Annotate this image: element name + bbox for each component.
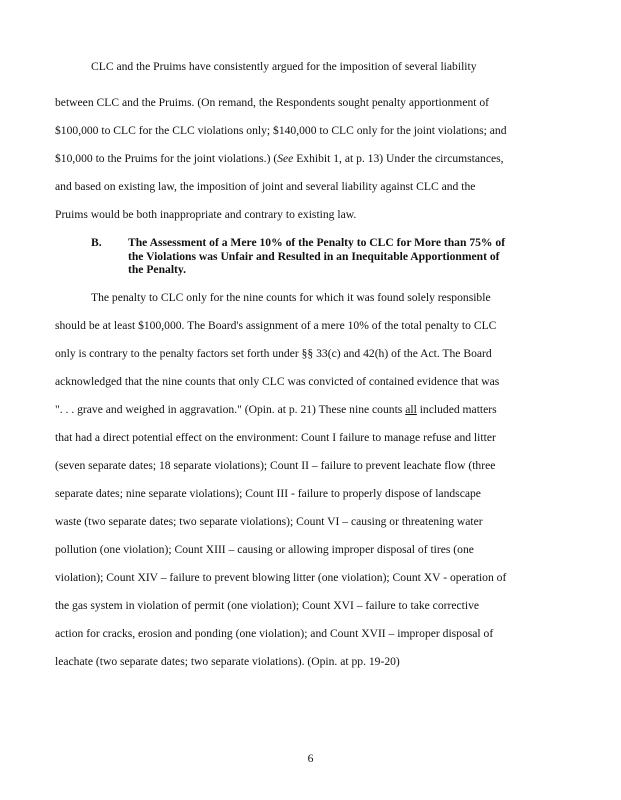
paragraph-2-line-8: separate dates; nine separate violations); Count III - failure to properly dispose of landscape — [55, 487, 481, 500]
paragraph-2-line-12: the gas system in violation of permit (one violation); Count XVI – failure to take corrective — [55, 599, 480, 612]
paragraph-2-line-13: action for cracks, erosion and ponding (one violation); and Count XVII – improper disposal of — [55, 627, 494, 640]
all-underlined: all — [405, 403, 417, 416]
paragraph-1-line-4-text-a: $10,000 to the Pruims for the joint violations.) ( — [55, 152, 278, 165]
paragraph-2-line-4: acknowledged that the nine counts that only CLC was convicted of contained evidence that was — [55, 375, 500, 388]
paragraph-1-line-5: and based on existing law, the imposition of joint and several liability against CLC and the — [55, 180, 476, 193]
paragraph-2-line-5-text-b: included matters — [416, 403, 497, 416]
paragraph-2-line-5 — [55, 403, 497, 417]
paragraph-2-line-14: leachate (two separate dates; two separate violations). (Opin. at pp. 19-20) — [55, 655, 400, 668]
paragraph-2-line-5-text-a: ". . . grave and weighed in aggravation." (Opin. at p. 21) These nine counts — [55, 403, 406, 416]
paragraph-2-line-7: (seven separate dates; 18 separate violations); Count II – failure to prevent leachate flow (three — [55, 459, 496, 472]
section-b-heading-line-2: the Violations was Unfair and Resulted in an Inequitable Apportionment of — [128, 249, 500, 263]
paragraph-2-line-6: that had a direct potential effect on the environment: Count I failure to manage refuse and litter — [55, 431, 496, 444]
section-b-heading-line-1: The Assessment of a Mere 10% of the Penalty to CLC for More than 75% of — [128, 236, 506, 249]
paragraph-1-line-4 — [55, 152, 504, 166]
section-b-heading-line-3: the Penalty. — [128, 263, 186, 276]
paragraph-1-line-3: $100,000 to CLC for the CLC violations only; $140,000 to CLC only for the joint violations; and — [55, 124, 507, 137]
paragraph-1-line-2: between CLC and the Pruims. (On remand, the Respondents sought penalty apportionment of — [55, 96, 490, 109]
see-italic: See — [277, 152, 294, 165]
page-number: 6 — [307, 752, 314, 765]
paragraph-1-line-4-text-b: Exhibit 1, at p. 13) Under the circumstances, — [293, 152, 504, 165]
section-b-label: B. — [91, 236, 102, 249]
paragraph-2-line-1: The penalty to CLC only for the nine counts for which it was found solely responsible — [91, 291, 491, 304]
paragraph-2-line-10: pollution (one violation); Count XIII – causing or allowing improper disposal of tires (one — [55, 543, 474, 556]
section-b-heading — [128, 236, 548, 277]
paragraph-1-line-1: CLC and the Pruims have consistently argued for the imposition of several liability — [91, 60, 477, 73]
paragraph-1-line-6: Pruims would be both inappropriate and contrary to existing law. — [55, 208, 357, 221]
paragraph-2-line-3: only is contrary to the penalty factors set forth under §§ 33(c) and 42(h) of the Act. The Board — [55, 347, 492, 360]
paragraph-2-line-9: waste (two separate dates; two separate violations); Count VI – causing or threatening water — [55, 515, 483, 528]
paragraph-2-line-11: violation); Count XIV – failure to prevent blowing litter (one violation); Count XV - operation of — [55, 571, 507, 584]
paragraph-2-line-2: should be at least $100,000. The Board's assignment of a mere 10% of the total penalty to CLC — [55, 319, 497, 332]
